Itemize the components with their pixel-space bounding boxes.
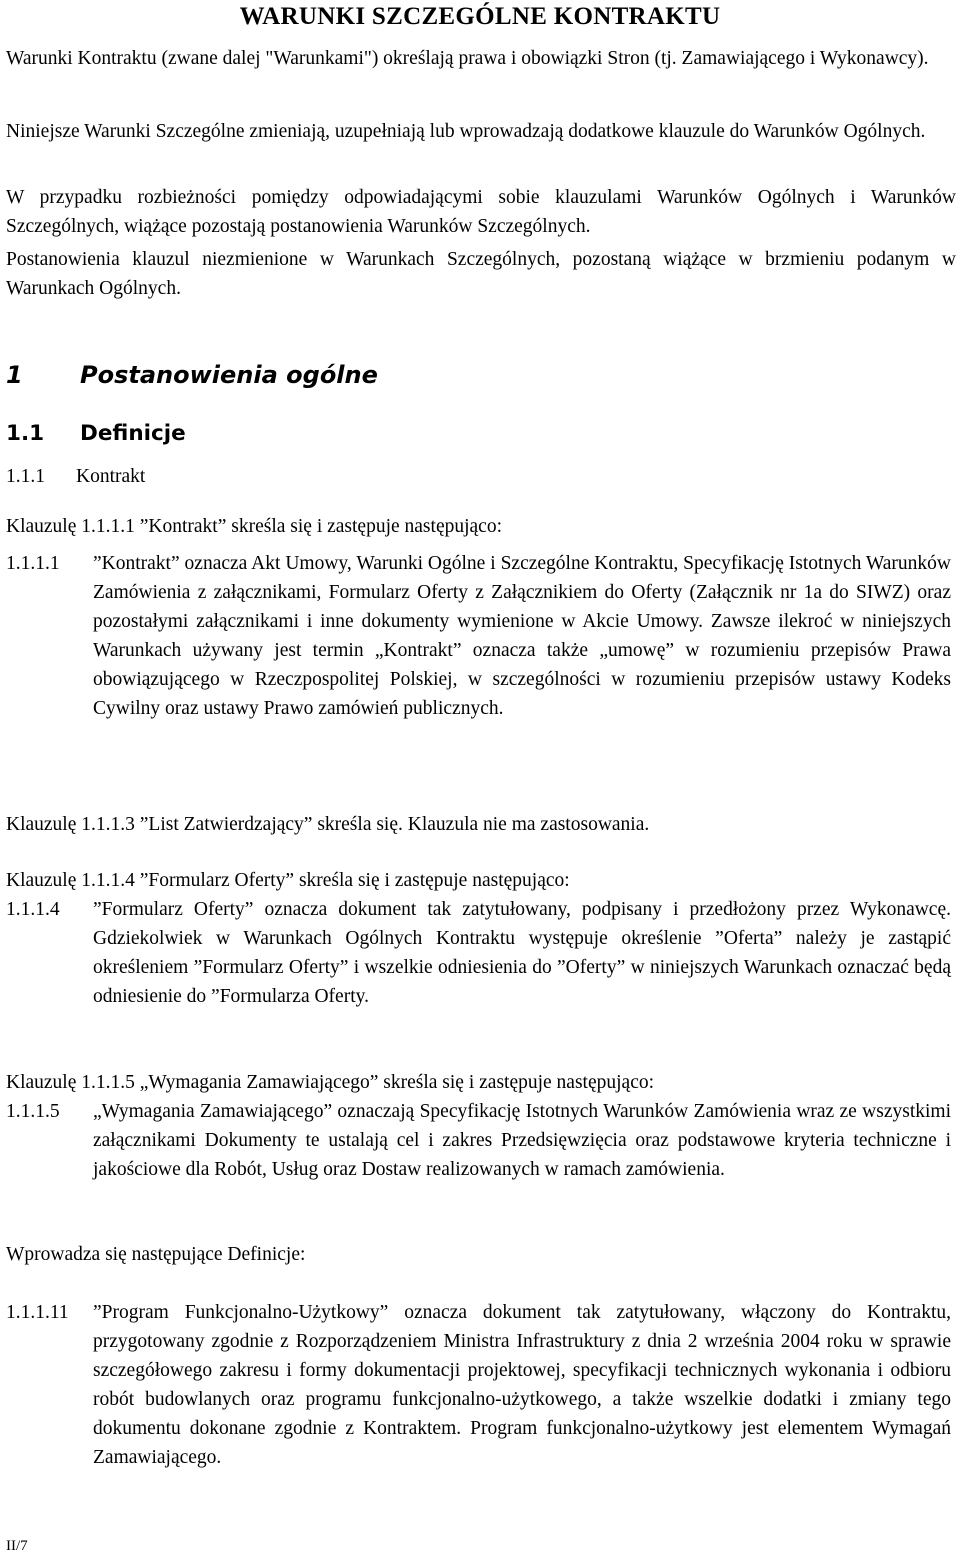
clause-number: 1.1.1.5: [6, 1101, 60, 1122]
section-number: 1.1.1: [6, 466, 45, 487]
clause-11111: [6, 1298, 951, 1472]
clause-number: 1.1.1.4: [6, 899, 60, 920]
clause-1115: [6, 1097, 951, 1184]
intro-paragraph-2: Niniejsze Warunki Szczególne zmieniają, uzupełniają lub wprowadzają dodatkowe klauzule do Warunków Ogólnych.: [6, 121, 926, 142]
clause-1115-intro: Klauzulę 1.1.1.5 „Wymagania Zamawiającego” skreśla się i zastępuje następująco:: [6, 1072, 655, 1093]
section-number: 1.1: [6, 421, 45, 446]
clause-number: 1.1.1.1: [6, 553, 60, 574]
clause-text: ”Formularz Oferty” oznacza dokument tak zatytułowany, podpisany i przedłożony przez Wykonawcę. Gdziekolwiek w Warunkach Ogólnych Kontraktu występuje określenie ”Oferta” należy je zastąpić określeniem ”Formularz Oferty” i wszelkie odniesienia do ”Oferty” w niniejszych Warunkach oznaczać będą odniesienie do ”Formularza Oferty.: [93, 899, 951, 1007]
clause-text: ”Program Funkcjonalno-Użytkowy” oznacza dokument tak zatytułowany, włączony do Kontraktu, przygotowany zgodnie z Rozporządzeniem Ministra Infrastruktury z dnia 2 września 2004 roku w sprawie szczegółowego zakresu i formy dokumentacji projektowej, specyfikacji technicznych wykonania i odbioru robót budowlanych oraz programu funkcjonalno-użytkowego, a także wszelkie dodatki i zmiany tego dokumentu dokonane zgodnie z Kontraktem. Program funkcjonalno-użytkowy jest elementem Wymagań Zamawiającego.: [93, 1302, 951, 1468]
page-number: II/7: [6, 1538, 28, 1554]
section-number: 1: [6, 361, 23, 389]
document-title: WARUNKI SZCZEGÓLNE KONTRAKTU: [239, 3, 721, 30]
section-heading-1: [6, 361, 378, 389]
clause-text: ”Kontrakt” oznacza Akt Umowy, Warunki Ogólne i Szczególne Kontraktu, Specyfikację Istotnych Warunków Zamówienia z załącznikami, Formularz Oferty z Załącznikiem do Oferty (Załącznik nr 1a do SIWZ) oraz pozostałymi załącznikami i inne dokumenty wymienione w Akcie Umowy. Zawsze ilekroć w niniejszych Warunkach używany jest termin „Kontrakt” oznacza także „umowę” w rozumieniu przepisów Prawa obowiązującego w Rzeczpospolitej Polskiej, w szczególności w rozumieniu przepisów ustawy Kodeks Cywilny oraz ustawy Prawo zamówień publicznych.: [93, 553, 951, 719]
clause-1114-intro: Klauzulę 1.1.1.4 ”Formularz Oferty” skreśla się i zastępuje następująco:: [6, 870, 570, 891]
section-heading-1-1-1: [6, 466, 145, 488]
clause-text: „Wymagania Zamawiającego” oznaczają Specyfikację Istotnych Warunków Zamówienia wraz ze wszystkimi załącznikami Dokumenty te ustalają cel i zakres Przedsięwzięcia oraz podstawowe kryteria techniczne i jakościowe dla Robót, Usług oraz Dostaw realizowanych w ramach zamówienia.: [93, 1101, 951, 1180]
clause-number: 1.1.1.11: [6, 1302, 69, 1323]
clause-1111-intro: Klauzulę 1.1.1.1 ”Kontrakt” skreśla się i zastępuje następująco:: [6, 516, 502, 537]
section-title: Postanowienia ogólne: [80, 361, 378, 389]
definitions-intro: Wprowadza się następujące Definicje:: [6, 1244, 306, 1265]
clause-1111: [6, 549, 951, 723]
intro-paragraph-4: Postanowienia klauzul niezmienione w Warunkach Szczególnych, pozostaną wiążące w brzmieniu podanym w Warunkach Ogólnych.: [6, 249, 956, 299]
clause-1113-intro: Klauzulę 1.1.1.3 ”List Zatwierdzający” skreśla się. Klauzula nie ma zastosowania.: [6, 814, 650, 835]
section-title: Kontrakt: [76, 466, 146, 487]
intro-paragraph-1: Warunki Kontraktu (zwane dalej "Warunkami") określają prawa i obowiązki Stron (tj. Zamawiającego i Wykonawcy).: [6, 48, 929, 69]
intro-paragraph-3: W przypadku rozbieżności pomiędzy odpowiadającymi sobie klauzulami Warunków Ogólnych i Warunków Szczególnych, wiążące pozostają postanowienia Warunków Szczególnych.: [6, 187, 956, 237]
clause-1114: [6, 895, 951, 1011]
section-heading-1-1: [6, 421, 186, 446]
section-title: Definicje: [80, 421, 186, 446]
